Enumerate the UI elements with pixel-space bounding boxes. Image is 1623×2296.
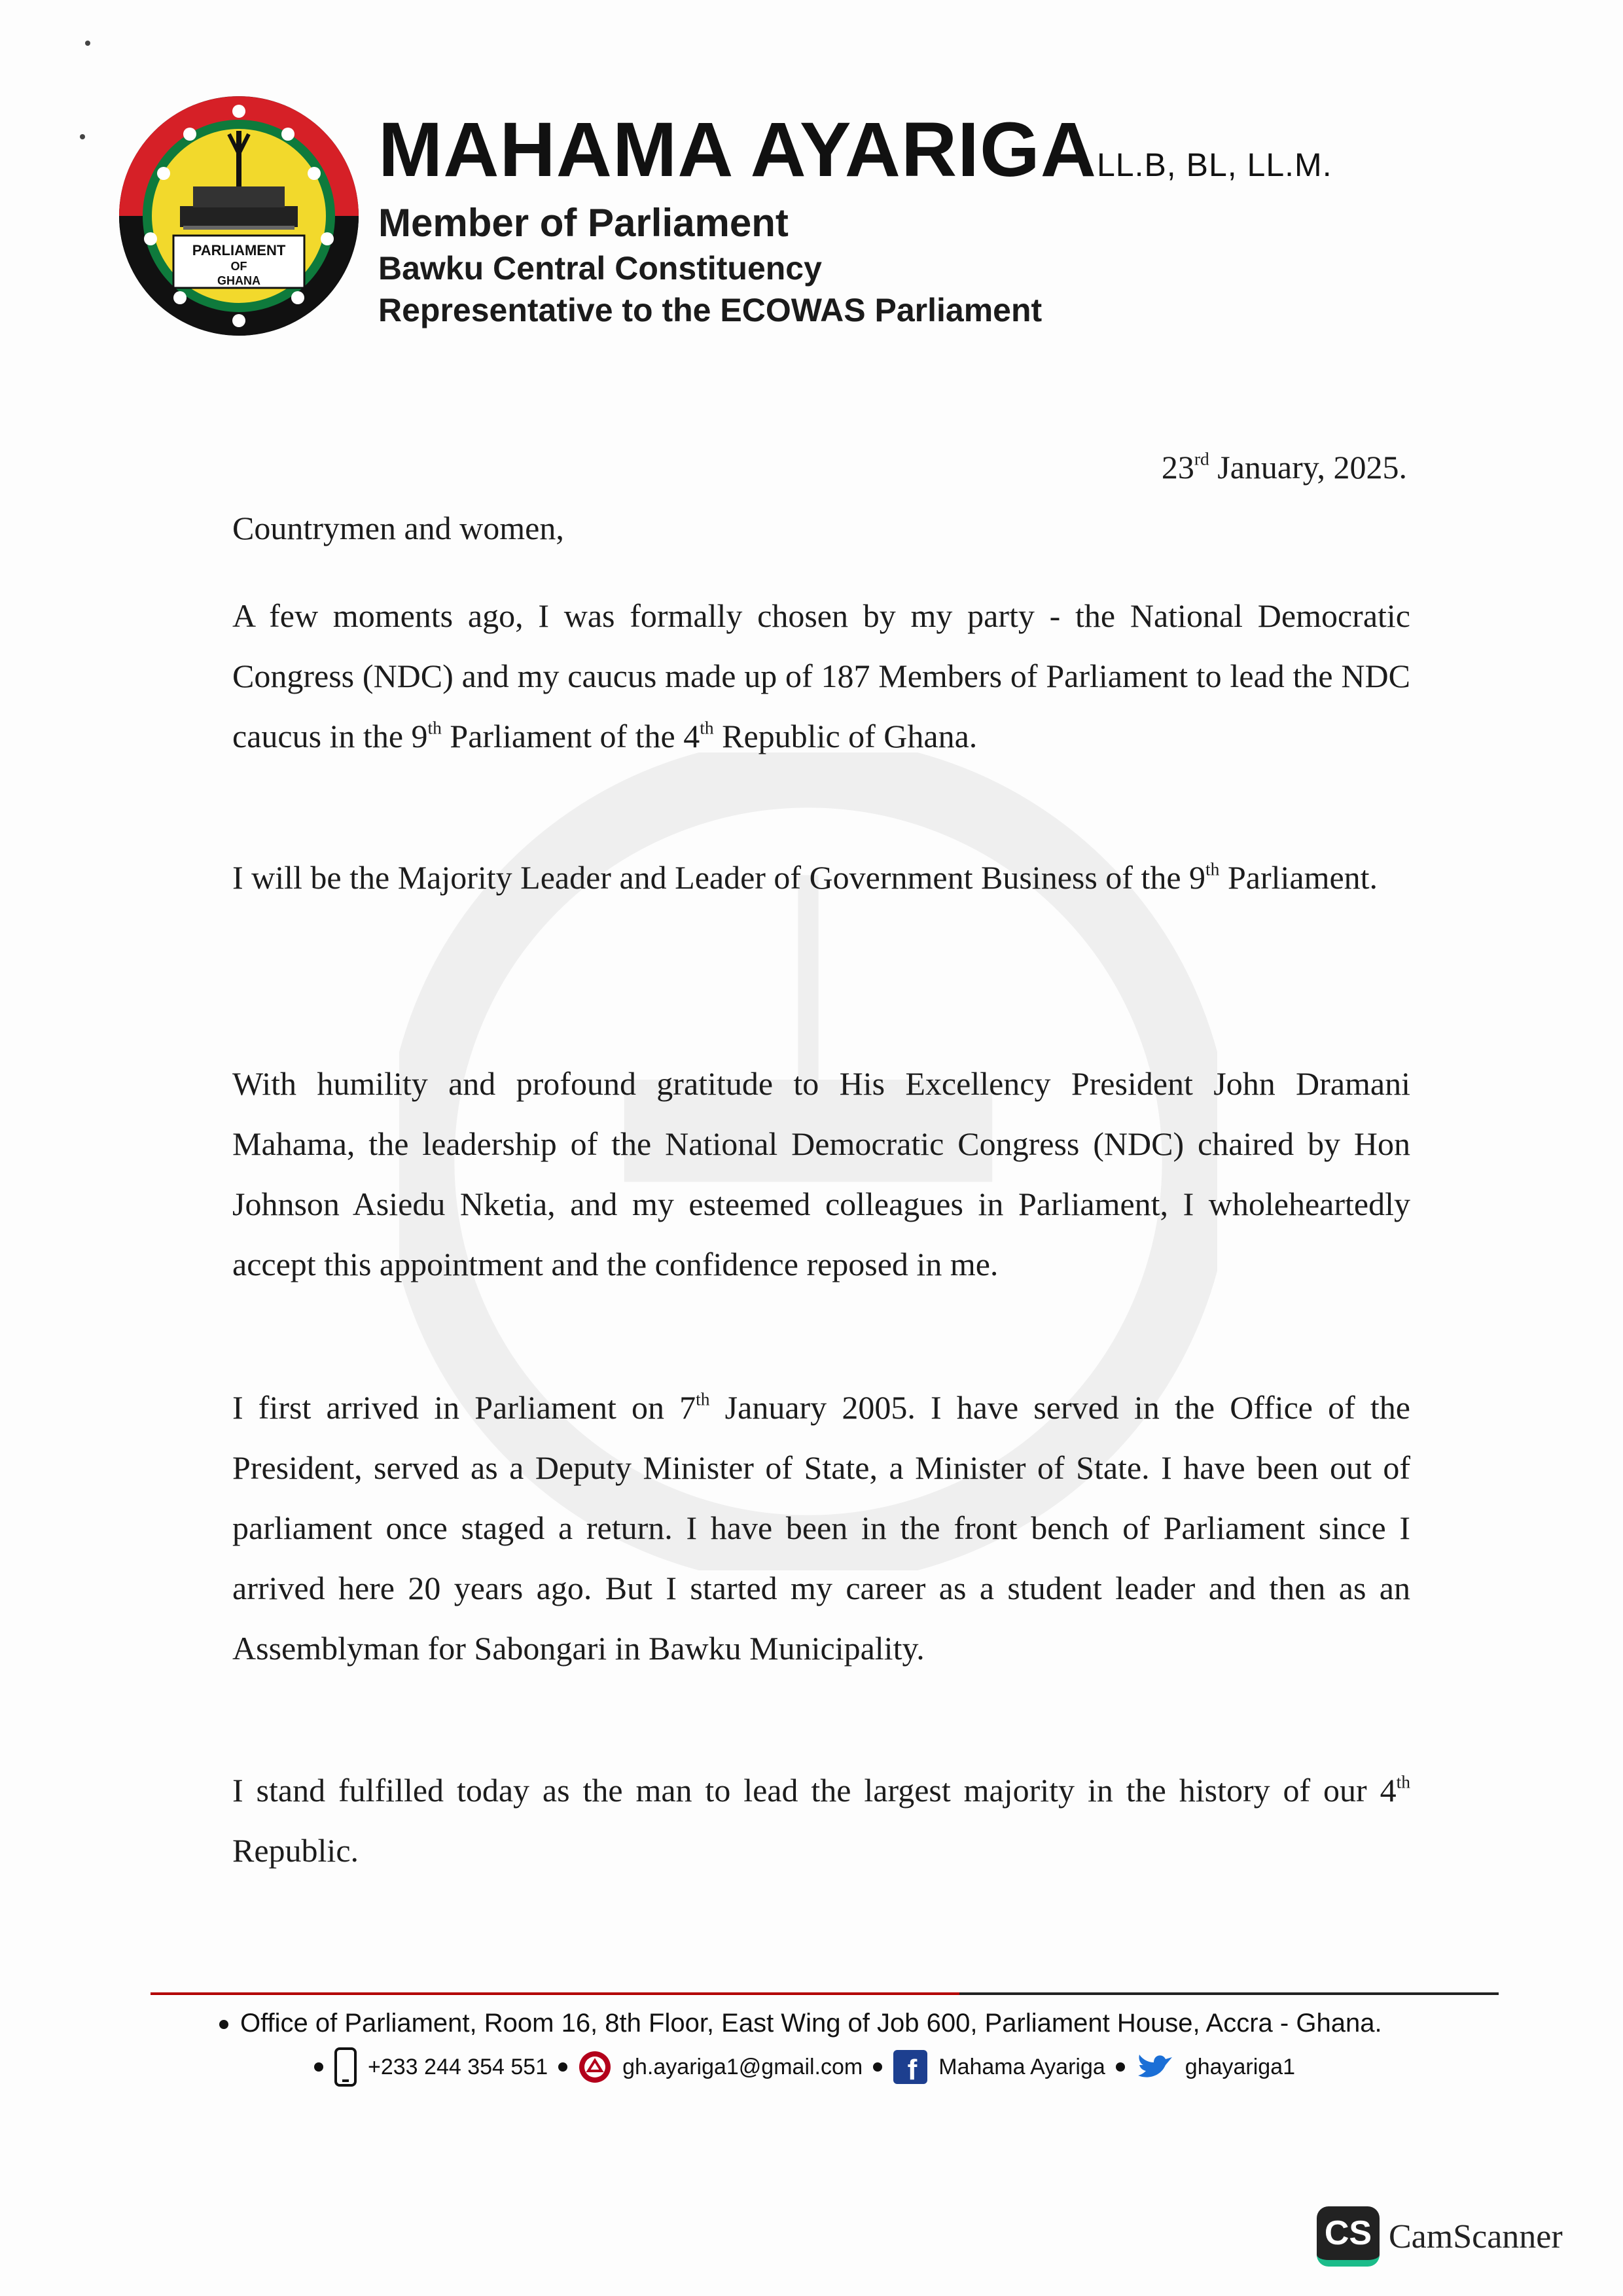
bullet-icon [314, 2062, 323, 2072]
date-suffix: rd [1194, 448, 1209, 469]
p4-text-b: January 2005. I have served in the Office of the President, served as a Deputy Minister of State, a Minister of State. I have been out of parliament once staged a return. I have been in the front bench of Parliament since I arrived here 20 years ago. But I started my career as a student leader and then as an Assemblyman for Sabongari in Bawku Municipality. [232, 1389, 1410, 1667]
p1-text-c: Republic of Ghana. [713, 718, 978, 754]
paragraph-1 [232, 586, 1410, 766]
p4-sup: th [696, 1388, 710, 1409]
p1-text-a: A few moments ago, I was formally chosen by my party - the National Democratic Congress (NDC) and my caucus made up of 187 Members of Parliament to lead the NDC caucus in the 9 [232, 597, 1410, 754]
paragraph-4 [232, 1377, 1410, 1678]
p2-text-a: I will be the Majority Leader and Leader of Government Business of the 9 [232, 859, 1206, 896]
scan-speck [85, 41, 90, 46]
facebook-icon [893, 2049, 928, 2085]
footer-address-text: Office of Parliament, Room 16, 8th Floor, East Wing of Job 600, Parliament House, Accra - Ghana. [240, 2009, 1382, 2038]
p4-text-a: I first arrived in Parliament on 7 [232, 1389, 696, 1426]
camscanner-label: CamScanner [1389, 2217, 1563, 2255]
paragraph-3: With humility and profound gratitude to His Excellency President John Dramani Mahama, the leadership of the National Democratic Congress (NDC) chaired by Hon Johnson Asiedu Nketia, and my esteemed colleagues in Parliament, I wholeheartedly accept this appointment and the confidence reposed in me. [232, 1065, 1410, 1282]
bullet-icon [873, 2062, 882, 2072]
logo-text-parliament: PARLIAMENT [192, 242, 286, 258]
constituency: Bawku Central Constituency [378, 250, 822, 287]
footer-facebook: Mahama Ayariga [938, 2054, 1105, 2079]
camscanner-watermark [1317, 2206, 1563, 2267]
p2-sup: th [1205, 858, 1220, 879]
footer-contacts [314, 2047, 1295, 2087]
logo-text-of: OF [230, 260, 247, 273]
scan-speck [80, 134, 85, 139]
p2-text-b: Parliament. [1219, 859, 1378, 896]
letter-date [1162, 448, 1407, 486]
parliament-of-ghana-logo [118, 95, 360, 337]
date-rest: January, 2025. [1209, 449, 1407, 486]
bullet-icon [558, 2062, 567, 2072]
bullet-icon [219, 2020, 228, 2029]
p1-sup-1: th [427, 717, 442, 738]
email-icon [578, 2050, 612, 2084]
salutation: Countrymen and women, [232, 510, 564, 546]
p5-sup: th [1396, 1771, 1410, 1792]
footer-rule [151, 1992, 1499, 1995]
paragraph-2 [232, 847, 1410, 908]
twitter-icon [1135, 2051, 1175, 2083]
letterhead [378, 107, 1332, 329]
svg-text:f: f [907, 2054, 918, 2085]
author-name-text: MAHAMA AYARIGA [378, 107, 1097, 193]
author-name [378, 107, 1332, 193]
camscanner-logo-icon: CS [1317, 2206, 1380, 2267]
footer-address [219, 2009, 1382, 2038]
author-degrees: LL.B, BL, LL.M. [1096, 147, 1332, 183]
p1-text-b: Parliament of the 4 [441, 718, 700, 754]
footer-twitter: ghayariga1 [1185, 2054, 1296, 2079]
logo-text-ghana: GHANA [217, 274, 260, 287]
bullet-icon [1116, 2062, 1125, 2072]
footer-email: gh.ayariga1@gmail.com [622, 2054, 863, 2079]
phone-icon [334, 2047, 357, 2087]
date-day: 23 [1161, 449, 1194, 486]
footer-phone: +233 244 354 551 [368, 2054, 548, 2079]
p5-text-b: Republic. [232, 1832, 359, 1869]
author-title: Member of Parliament [378, 201, 789, 245]
p5-text-a: I stand fulfilled today as the man to lead the largest majority in the history of our 4 [232, 1772, 1397, 1809]
p1-sup-2: th [700, 717, 714, 738]
ecowas-role: Representative to the ECOWAS Parliament [378, 292, 1043, 328]
paragraph-5 [232, 1760, 1410, 1881]
